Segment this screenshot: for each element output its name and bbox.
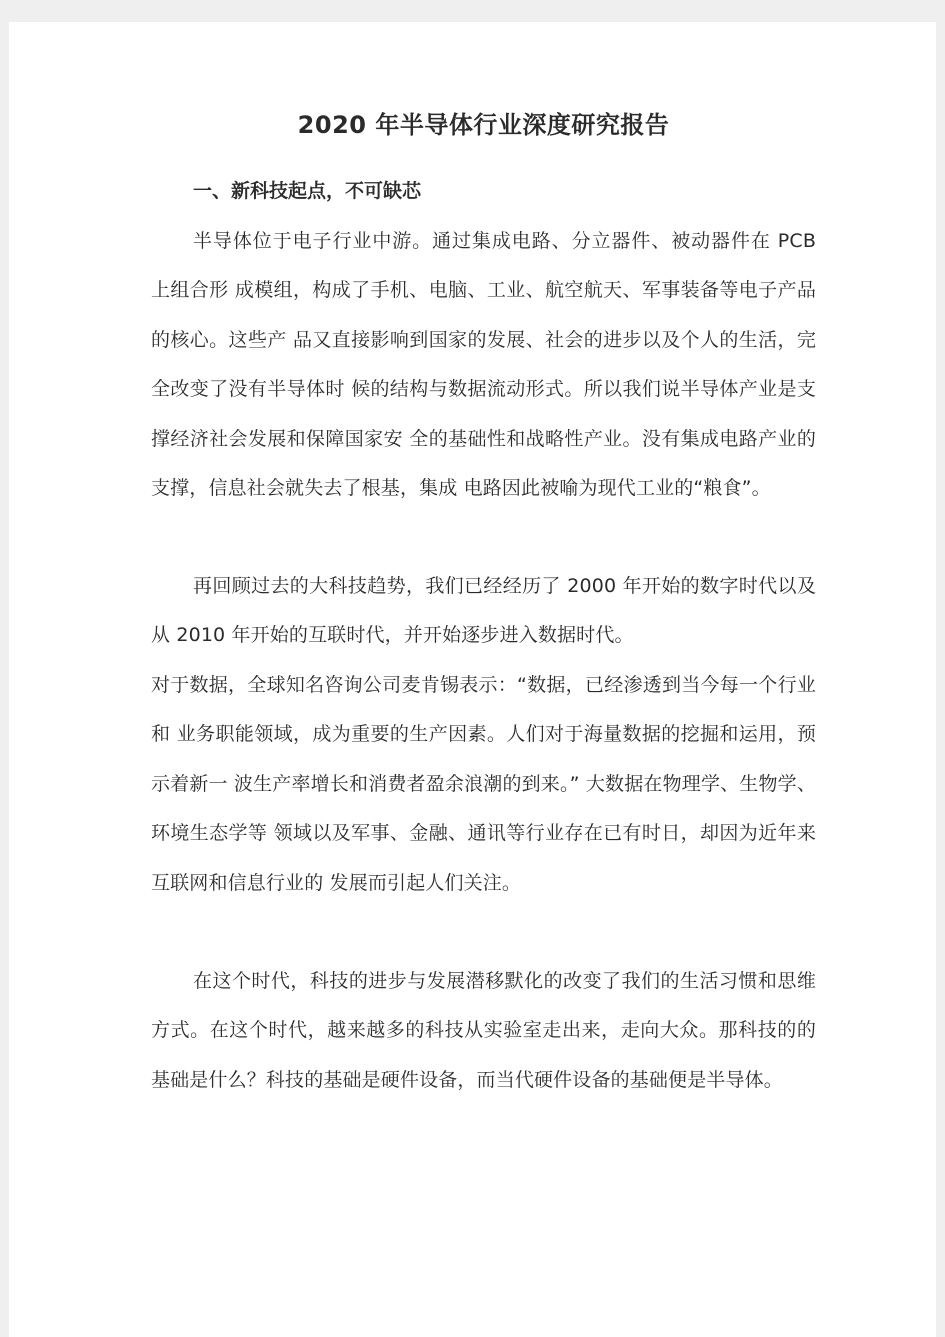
section-heading: 一、新科技起点，不可缺芯 (193, 180, 422, 202)
paragraph-1: 半导体位于电子行业中游。通过集成电路、分立器件、被动器件在 PCB 上组合形 成模组，构成了手机、电脑、工业、航空航天、军事装备等电子产品的核心。这些产 品又直接影响到国家的发展、社会的进步以及个人的生活，完全改变了没有半导体时 候的结构与数据流动形式。所以我们说半导体产业是支撑经济社会发展和保障国家安 全的基础性和战略性产业。没有集成电路产业的支撑，信息社会就失去了根基，集成 电路因此被喻为现代工业的“粮食”。 (151, 230, 816, 500)
paragraph-2: 再回顾过去的大科技趋势，我们已经经历了 2000 年开始的数字时代以及从 2010 年开始的互联时代，并开始逐步进入数据时代。 (151, 575, 816, 647)
paragraph-3: 对于数据，全球知名咨询公司麦肯锡表示：“数据，已经渗透到当今每一个行业和 业务职能领域，成为重要的生产因素。人们对于海量数据的挖掘和运用，预示着新一 波生产率增长和消费者盈余浪潮的到来。” 大数据在物理学、生物学、环境生态学等 领域以及军事、金融、通讯等行业存在已有时日，却因为近年来互联网和信息行业的 发展而引起人们关注。 (151, 674, 816, 894)
document-page (9, 22, 936, 1337)
paragraph-4: 在这个时代，科技的进步与发展潜移默化的改变了我们的生活习惯和思维方式。在这个时代，越来越多的科技从实验室走出来，走向大众。那科技的的基础是什么？科技的基础是硬件设备，而当代硬件设备的基础便是半导体。 (151, 970, 816, 1091)
document-title: 2020 年半导体行业深度研究报告 (297, 111, 670, 139)
